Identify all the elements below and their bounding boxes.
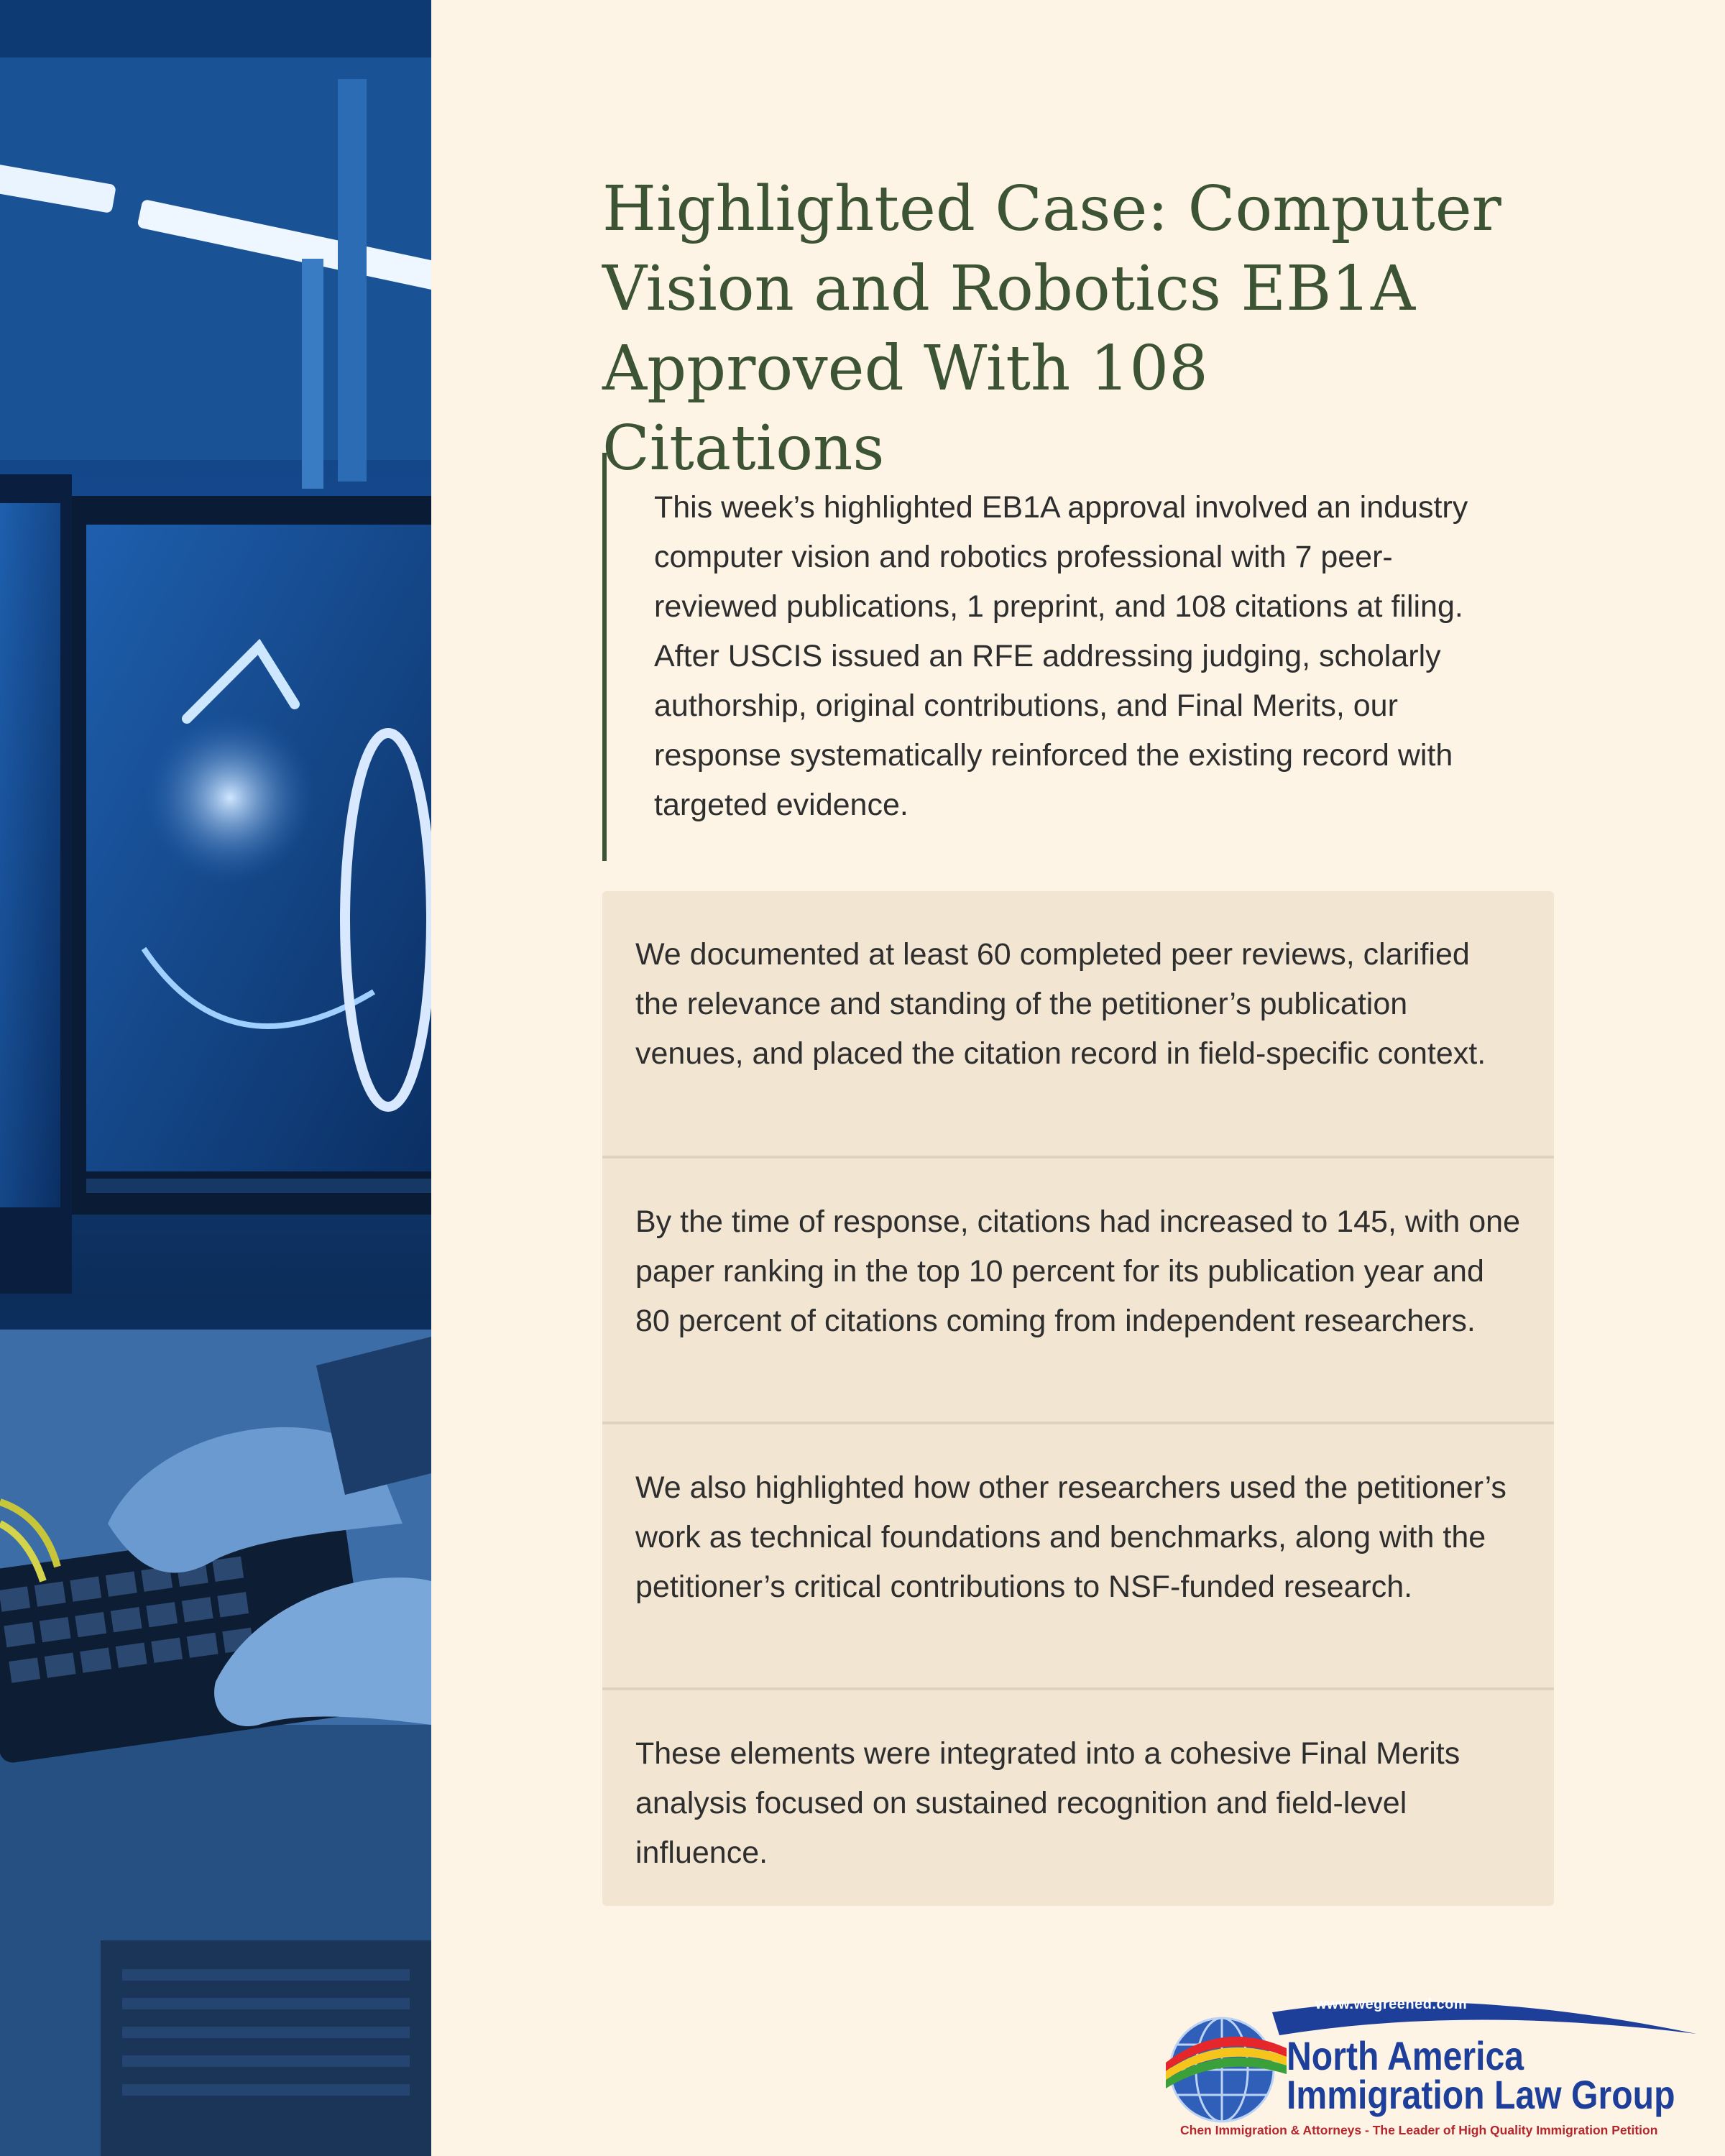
page-title: Highlighted Case: Computer Vision and Robotics EB1A Approved With 108 Citations — [602, 173, 1501, 484]
logo-name-line2: Immigration Law Group — [1287, 2072, 1675, 2117]
logo-url[interactable]: www.wegreened.com — [1315, 1996, 1468, 2012]
hero-photo — [0, 0, 431, 2156]
intro-text: This week’s highlighted EB1A approval involved an industry computer vision and robotics professional with 7 peer-reviewed publications, 1 preprint, and 108 citations at filing. After USCIS issued an RFE addressing judging, scholarly authorship, original contributions, and Final Merits, our response systematically reinforced the existing record with targeted evidence. — [654, 490, 1468, 822]
evidence-cards — [602, 891, 1554, 1906]
evidence-card-text: We also highlighted how other researchers used the petitioner’s work as technical foundations and benchmarks, along with the petitioner’s critical contributions to NSF-funded research. — [635, 1470, 1506, 1604]
evidence-card — [602, 1158, 1554, 1424]
evidence-card-text: By the time of response, citations had increased to 145, with one paper ranking in the top 10 percent for its publication year and 80 percent of citations coming from independent researchers. — [635, 1204, 1521, 1338]
intro-quote — [602, 453, 1508, 861]
evidence-card — [602, 1690, 1554, 1906]
firm-logo — [1164, 1991, 1711, 2142]
logo-name-line1: North America — [1287, 2033, 1524, 2078]
logo-tagline: Chen Immigration & Attorneys - The Leader of High Quality Immigration Petition — [1180, 2123, 1658, 2137]
evidence-card-text: These elements were integrated into a cohesive Final Merits analysis focused on sustained recognition and field-level influence. — [635, 1736, 1460, 1870]
evidence-card — [602, 1424, 1554, 1690]
evidence-card-text: We documented at least 60 completed peer reviews, clarified the relevance and standing of the petitioner’s publication venues, and placed the citation record in field-specific context. — [635, 937, 1486, 1071]
evidence-card — [602, 891, 1554, 1158]
